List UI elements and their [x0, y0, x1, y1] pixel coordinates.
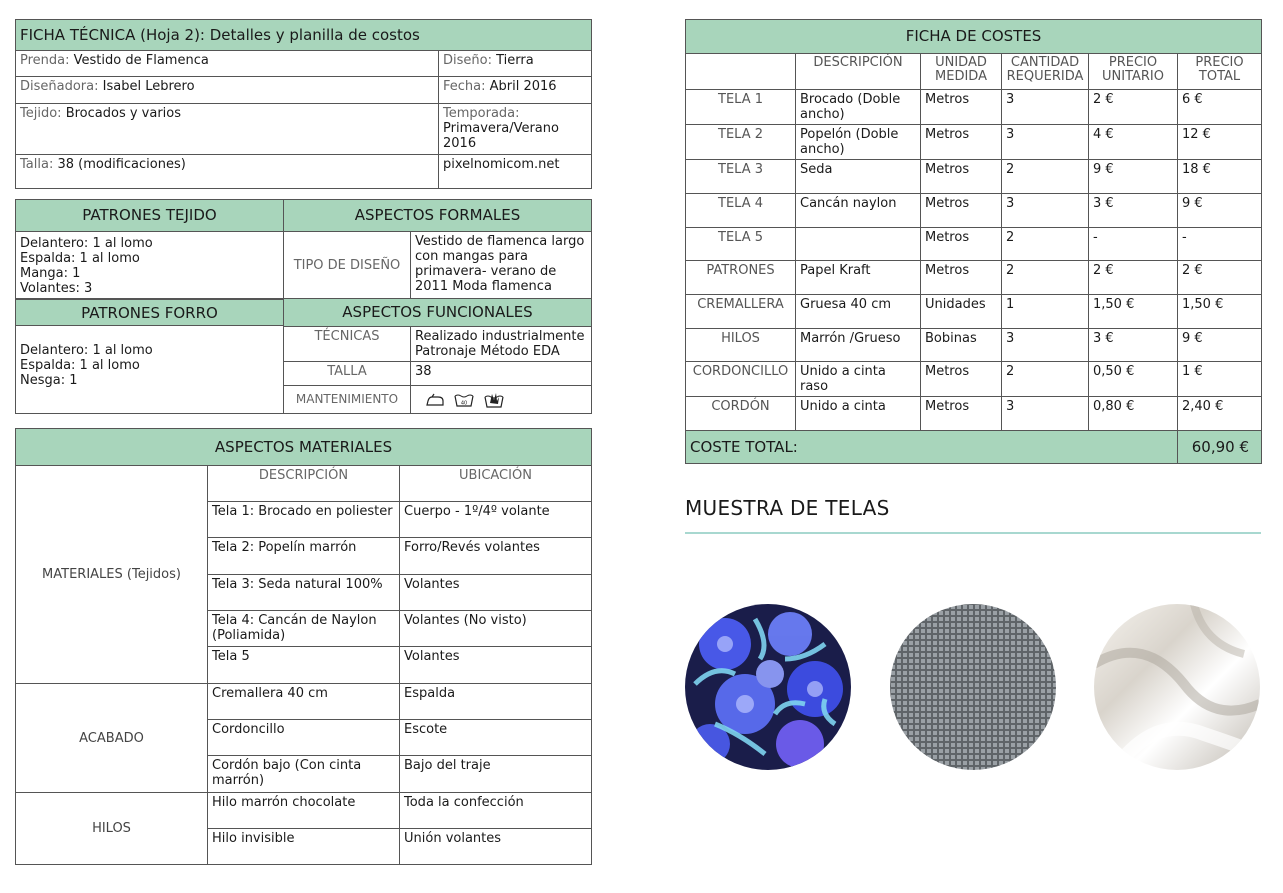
cost-row — [686, 160, 1262, 194]
cost-unitario: 9 € — [1089, 160, 1178, 194]
cost-desc — [796, 228, 921, 261]
cost-total: 2 € — [1178, 261, 1262, 295]
disenadora-cell — [16, 77, 439, 104]
costes-header: PRECIO TOTAL — [1178, 54, 1262, 90]
tecnica-line: Patronaje Método EDA — [415, 344, 560, 359]
tecnicas-value — [411, 327, 592, 362]
group-name: HILOS — [16, 793, 208, 865]
cost-unitario: 3 € — [1089, 194, 1178, 228]
cost-unitario: 0,50 € — [1089, 362, 1178, 397]
prenda-cell — [16, 51, 439, 77]
patron-tejido-line: Manga: 1 — [20, 266, 81, 281]
costes-header: CANTIDAD REQUERIDA — [1002, 54, 1089, 90]
material-desc: Tela 3: Seda natural 100% — [208, 575, 400, 611]
fabric-swatch-cancan — [890, 604, 1056, 770]
wash-40-icon — [453, 392, 475, 408]
cost-desc: Marrón /Grueso — [796, 329, 921, 362]
material-ubic: Volantes (No visto) — [400, 611, 592, 647]
fecha-cell — [439, 77, 592, 104]
material-desc: Tela 4: Cancán de Naylon (Poliamida) — [208, 611, 400, 647]
tipo-diseno-value: Vestido de flamenca largo con mangas para primavera- verano de 2011 Moda flamenca — [411, 232, 592, 299]
cost-row — [686, 125, 1262, 160]
cost-unitario: 0,80 € — [1089, 397, 1178, 431]
material-desc: Tela 1: Brocado en poliester — [208, 502, 400, 538]
cost-cantidad: 2 — [1002, 261, 1089, 295]
cost-unitario: 2 € — [1089, 261, 1178, 295]
cost-item: CREMALLERA — [686, 295, 796, 329]
cost-cantidad: 2 — [1002, 160, 1089, 194]
cost-item: TELA 1 — [686, 90, 796, 125]
forro-line: Espalda: 1 al lomo — [20, 357, 140, 373]
cost-unidad: Metros — [921, 90, 1002, 125]
costes-header: DESCRIPCIÓN — [796, 54, 921, 90]
cost-unidad: Metros — [921, 160, 1002, 194]
material-ubic: Forro/Revés volantes — [400, 538, 592, 575]
cost-desc: Papel Kraft — [796, 261, 921, 295]
cost-total: 12 € — [1178, 125, 1262, 160]
cost-total: 2,40 € — [1178, 397, 1262, 431]
material-desc: Cordón bajo (Con cinta marrón) — [208, 756, 400, 793]
cost-row — [686, 90, 1262, 125]
cost-item: CORDONCILLO — [686, 362, 796, 397]
costes-body — [686, 90, 1262, 431]
material-desc: Hilo invisible — [208, 829, 400, 865]
cost-item: TELA 2 — [686, 125, 796, 160]
mantenimiento-label: MANTENIMIENTO — [284, 386, 411, 414]
coste-total-value: 60,90 € — [1178, 431, 1262, 464]
fabric-swatch-seda — [1094, 604, 1260, 770]
patrones-tejido-title: PATRONES TEJIDO — [16, 200, 284, 232]
tejido-label: Tejido: — [20, 106, 62, 121]
tejido-value: Brocados y varios — [65, 106, 182, 121]
tecnica-line: Realizado industrialmente — [415, 329, 585, 344]
cost-row — [686, 228, 1262, 261]
patron-tejido-line: Delantero: 1 al lomo — [20, 236, 153, 251]
cost-unitario: - — [1089, 228, 1178, 261]
cost-desc: Popelón (Doble ancho) — [796, 125, 921, 160]
cost-unidad: Metros — [921, 228, 1002, 261]
coste-total-label: COSTE TOTAL: — [686, 431, 1178, 464]
patrones-tejido-list — [16, 232, 284, 299]
talla-label: Talla: — [20, 157, 54, 172]
tecnicas-label: TÉCNICAS — [284, 327, 411, 362]
patron-tejido-line: Espalda: 1 al lomo — [20, 251, 140, 266]
disenadora-value: Isabel Lebrero — [102, 79, 195, 94]
costes-header — [686, 54, 796, 90]
talla-func-value: 38 — [411, 362, 592, 386]
diseno-cell — [439, 51, 592, 77]
aspectos-materiales-table — [15, 428, 592, 865]
material-ubic: Volantes — [400, 575, 592, 611]
tejido-cell — [16, 104, 439, 155]
group-name: MATERIALES (Tejidos) — [16, 466, 208, 684]
hand-wash-icon — [483, 391, 505, 409]
cost-item: TELA 4 — [686, 194, 796, 228]
cost-unitario: 4 € — [1089, 125, 1178, 160]
cost-unidad: Metros — [921, 194, 1002, 228]
cost-unidad: Metros — [921, 125, 1002, 160]
material-ubic: Cuerpo - 1º/4º volante — [400, 502, 592, 538]
cost-row — [686, 261, 1262, 295]
material-desc: Tela 5 — [208, 647, 400, 684]
cost-item: TELA 3 — [686, 160, 796, 194]
diseno-value: Tierra — [496, 53, 534, 68]
tipo-diseno-label: TIPO DE DISEÑO — [284, 232, 411, 299]
cost-item: PATRONES — [686, 261, 796, 295]
cost-cantidad: 3 — [1002, 125, 1089, 160]
cost-item: HILOS — [686, 329, 796, 362]
costes-header: UNIDAD MEDIDA — [921, 54, 1002, 90]
cost-cantidad: 3 — [1002, 329, 1089, 362]
cost-row — [686, 397, 1262, 431]
cost-total: 1,50 € — [1178, 295, 1262, 329]
temporada-cell — [439, 104, 592, 155]
cost-total: - — [1178, 228, 1262, 261]
cost-total: 9 € — [1178, 329, 1262, 362]
cost-unidad: Metros — [921, 397, 1002, 431]
svg-text:40: 40 — [460, 400, 468, 406]
cost-row — [686, 295, 1262, 329]
fabric-swatch-brocado — [685, 604, 851, 770]
material-ubic: Espalda — [400, 684, 592, 720]
cost-unidad: Unidades — [921, 295, 1002, 329]
material-ubic: Bajo del traje — [400, 756, 592, 793]
talla-value: 38 (modificaciones) — [57, 157, 186, 172]
material-desc: Hilo marrón chocolate — [208, 793, 400, 829]
cost-unidad: Bobinas — [921, 329, 1002, 362]
cost-row — [686, 362, 1262, 397]
forro-line: Nesga: 1 — [20, 372, 78, 388]
ficha-title: FICHA TÉCNICA (Hoja 2): Detalles y planilla de costos — [16, 20, 592, 51]
materiales-title: ASPECTOS MATERIALES — [16, 429, 592, 466]
patrones-forro-title: PATRONES FORRO — [16, 299, 283, 326]
cost-row — [686, 194, 1262, 228]
cost-total: 6 € — [1178, 90, 1262, 125]
cost-cantidad: 3 — [1002, 90, 1089, 125]
cost-row — [686, 329, 1262, 362]
cost-desc: Unido a cinta raso — [796, 362, 921, 397]
cost-unidad: Metros — [921, 362, 1002, 397]
costes-header: PRECIO UNITARIO — [1089, 54, 1178, 90]
cost-unitario: 3 € — [1089, 329, 1178, 362]
cost-unitario: 2 € — [1089, 90, 1178, 125]
cost-cantidad: 2 — [1002, 228, 1089, 261]
cost-cantidad: 2 — [1002, 362, 1089, 397]
talla-cell — [16, 155, 439, 189]
forro-line: Delantero: 1 al lomo — [20, 342, 153, 358]
material-ubic: Unión volantes — [400, 829, 592, 865]
cost-cantidad: 3 — [1002, 397, 1089, 431]
temporada-value: Primavera/Verano 2016 — [443, 121, 559, 151]
costes-title: FICHA DE COSTES — [686, 20, 1262, 54]
prenda-label: Prenda: — [20, 53, 70, 68]
material-desc: Cremallera 40 cm — [208, 684, 400, 720]
cost-desc: Cancán naylon — [796, 194, 921, 228]
col-ubicacion: UBICACIÓN — [400, 466, 592, 502]
cost-desc: Unido a cinta — [796, 397, 921, 431]
cost-total: 1 € — [1178, 362, 1262, 397]
material-ubic: Volantes — [400, 647, 592, 684]
material-desc: Tela 2: Popelín marrón — [208, 538, 400, 575]
muestra-title: MUESTRA DE TELAS — [685, 496, 890, 520]
care-icons — [411, 386, 592, 414]
disenadora-label: Diseñadora: — [20, 79, 99, 94]
group-name: ACABADO — [16, 684, 208, 793]
cost-desc: Gruesa 40 cm — [796, 295, 921, 329]
talla-func-label: TALLA — [284, 362, 411, 386]
diseno-label: Diseño: — [443, 53, 492, 68]
cost-unidad: Metros — [921, 261, 1002, 295]
muestra-divider — [685, 532, 1261, 534]
cost-total: 18 € — [1178, 160, 1262, 194]
ficha-tecnica-table — [15, 19, 592, 189]
cost-item: TELA 5 — [686, 228, 796, 261]
cost-total: 9 € — [1178, 194, 1262, 228]
cost-desc: Seda — [796, 160, 921, 194]
fecha-value: Abril 2016 — [489, 79, 557, 94]
web-cell: pixelnomicom.net — [439, 155, 592, 189]
aspectos-funcionales-title: ASPECTOS FUNCIONALES — [284, 299, 592, 327]
material-ubic: Toda la confección — [400, 793, 592, 829]
cost-cantidad: 3 — [1002, 194, 1089, 228]
fecha-label: Fecha: — [443, 79, 486, 94]
cost-cantidad: 1 — [1002, 295, 1089, 329]
cost-desc: Brocado (Doble ancho) — [796, 90, 921, 125]
cost-item: CORDÓN — [686, 397, 796, 431]
cost-unitario: 1,50 € — [1089, 295, 1178, 329]
col-descripcion: DESCRIPCIÓN — [208, 466, 400, 502]
aspectos-formales-title: ASPECTOS FORMALES — [284, 200, 592, 232]
material-desc: Cordoncillo — [208, 720, 400, 756]
iron-icon — [425, 392, 445, 408]
patron-tejido-line: Volantes: 3 — [20, 281, 93, 296]
prenda-value: Vestido de Flamenca — [73, 53, 209, 68]
temporada-label: Temporada: — [443, 106, 520, 121]
material-ubic: Escote — [400, 720, 592, 756]
ficha-costes-table — [685, 19, 1262, 464]
